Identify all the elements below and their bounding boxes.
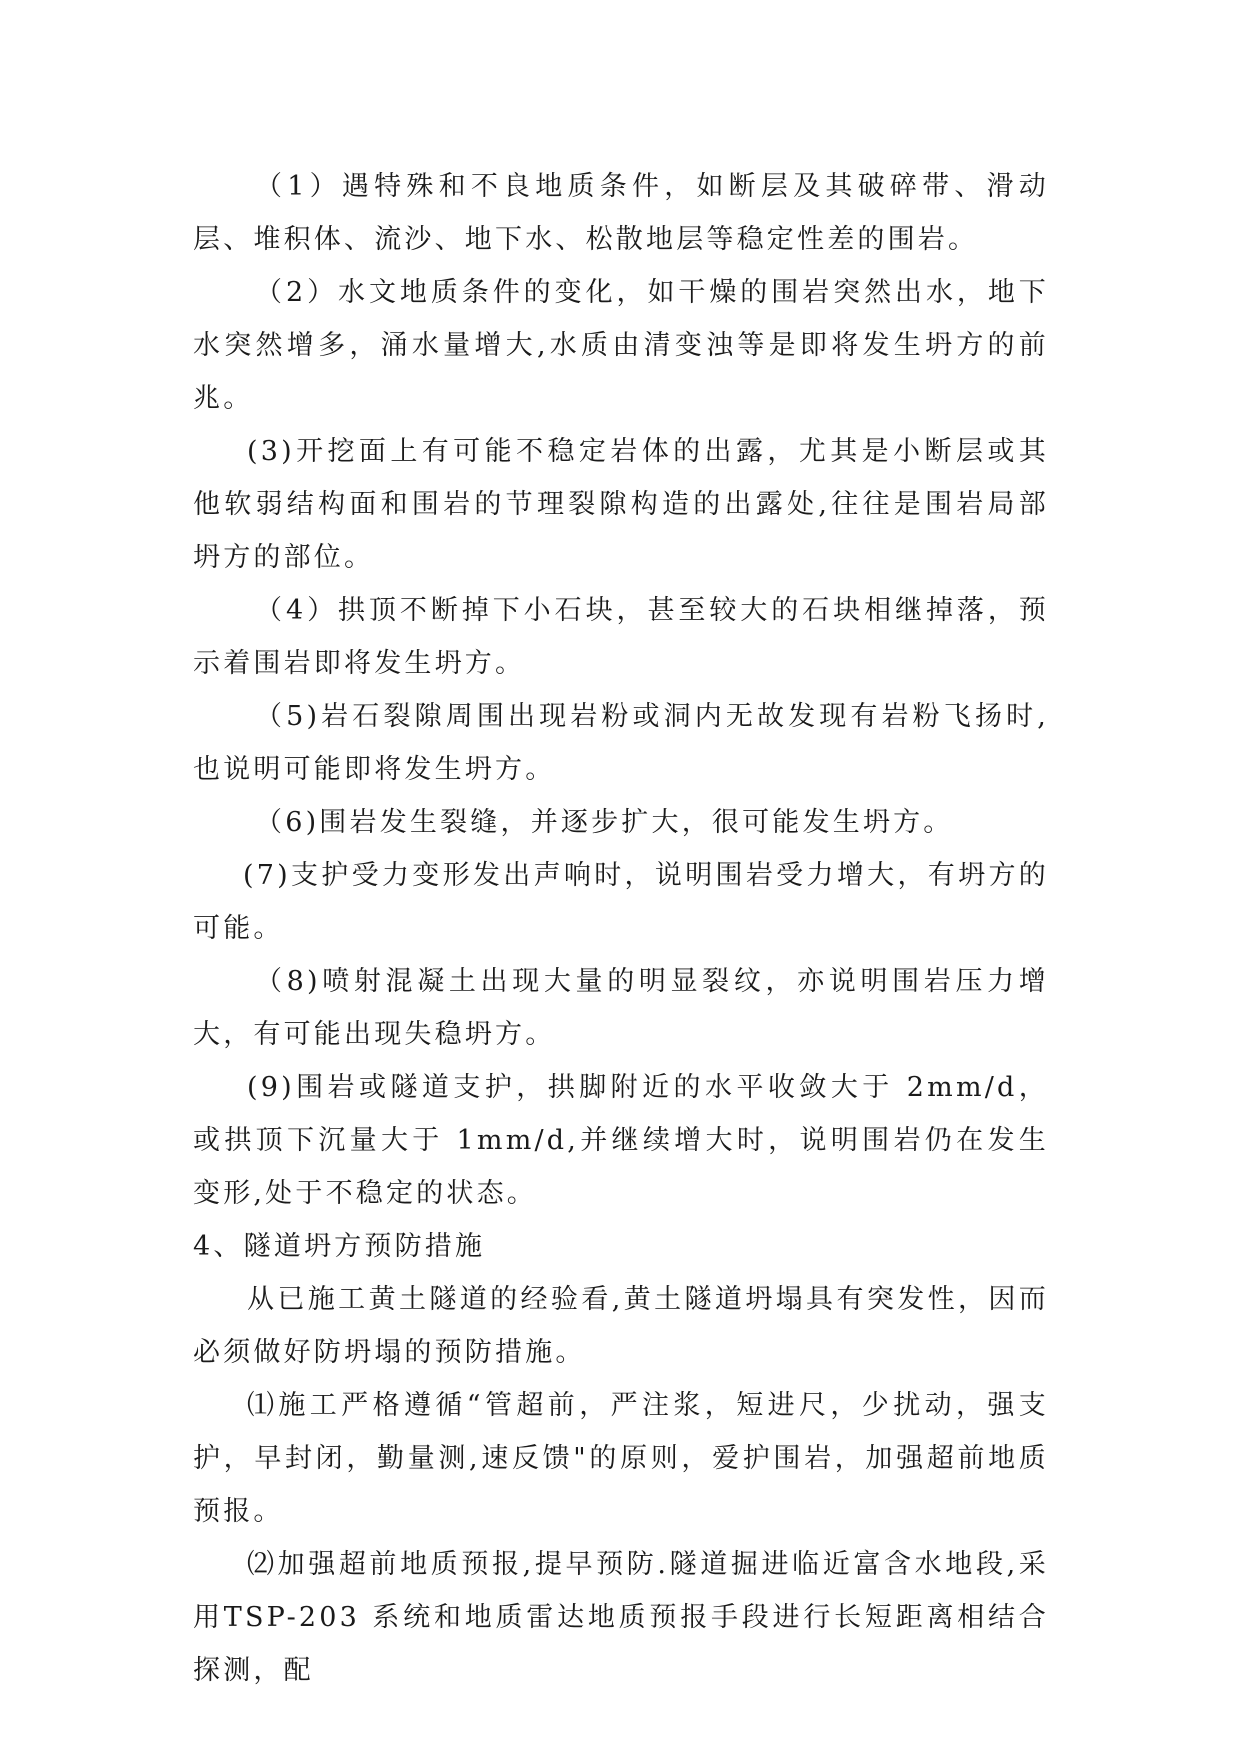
paragraph-9: (9)围岩或隧道支护，拱脚附近的水平收敛大于 2mm/d，或拱顶下沉量大于 1mm/d,并继续增大时，说明围岩仍在发生变形,处于不稳定的状态。 [193,1072,1049,1209]
paragraph-6: （6)围岩发生裂缝，并逐步扩大，很可能发生坍方。 [255,807,954,838]
paragraph-10: 从已施工黄土隧道的经验看,黄土隧道坍塌具有突发性，因而必须做好防坍塌的预防措施。 [193,1284,1049,1368]
paragraph-12: ⑵加强超前地质预报,提早预防.隧道掘进临近富含水地段,采用TSP-203 系统和地质雷达地质预报手段进行长短距离相结合探测，配 [193,1549,1049,1686]
paragraph-2: （2）水文地质条件的变化，如干燥的围岩突然出水，地下水突然增多，涌水量增大,水质由清变浊等是即将发生坍方的前兆。 [193,277,1049,414]
paragraph-8: （8)喷射混凝土出现大量的明显裂纹，亦说明围岩压力增大，有可能出现失稳坍方。 [193,966,1049,1050]
paragraph-7: (7)支护受力变形发出声响时，说明围岩受力增大，有坍方的可能。 [193,860,1049,944]
section-heading-4: 4、隧道坍方预防措施 [193,1231,486,1262]
paragraph-5: （5)岩石裂隙周围出现岩粉或洞内无故发现有岩粉飞扬时,也说明可能即将发生坍方。 [193,701,1049,785]
paragraph-4: （4）拱顶不断掉下小石块，甚至较大的石块相继掉落，预示着围岩即将发生坍方。 [193,595,1049,679]
paragraph-3: (3)开挖面上有可能不稳定岩体的出露，尤其是小断层或其他软弱结构面和围岩的节理裂隙构造的出露处,往往是围岩局部坍方的部位。 [193,436,1049,573]
paragraph-11: ⑴施工严格遵循“管超前，严注浆，短进尺，少扰动，强支护，早封闭，勤量测,速反馈"的原则，爱护围岩，加强超前地质预报。 [193,1390,1049,1527]
document-body [193,160,1049,1697]
paragraph-1: （1）遇特殊和不良地质条件，如断层及其破碎带、滑动层、堆积体、流沙、地下水、松散地层等稳定性差的围岩。 [193,171,1049,255]
